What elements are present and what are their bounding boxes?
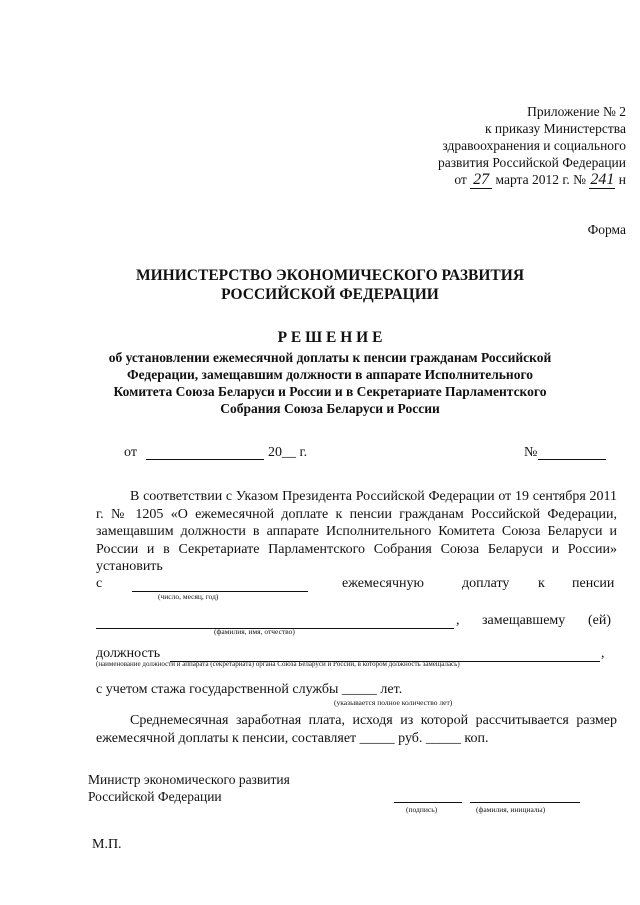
signature-name-blank [470, 801, 580, 803]
signature-title: Министр экономического развития [88, 772, 290, 787]
service-row [96, 681, 617, 699]
signature-block [88, 771, 388, 805]
date-year: 20__ г. [268, 445, 308, 460]
appendix-title: Приложение № 2 [527, 104, 626, 119]
ministry-line1: МИНИСТЕРСТВО ЭКОНОМИЧЕСКОГО РАЗВИТИЯ [135, 267, 525, 284]
monthly-word: ежемесячную [342, 576, 424, 591]
hint-date: (число, месяц, год) [158, 592, 219, 601]
supplement-word: доплату [462, 576, 510, 591]
position-comma: , [601, 646, 605, 661]
position-label: должность [96, 646, 161, 661]
service-prefix: с учетом стажа государственной службы [96, 682, 339, 697]
appendix-date-mid: марта 2012 г. № [495, 172, 587, 187]
date-row [124, 444, 614, 464]
decision-line1: об установлении ежемесячной доплаты к пенсии гражданам Российской [108, 350, 552, 365]
date-from-label: от [124, 445, 137, 460]
appendix-date-prefix: от [454, 172, 467, 187]
name-comma: , [456, 613, 460, 628]
appendix-date-suffix: н [618, 172, 626, 187]
appendix-block [326, 103, 626, 189]
name-row [96, 612, 617, 632]
appendix-date-day: 27 [470, 171, 492, 189]
hint-years: (указывается полное количество лет) [334, 698, 453, 707]
start-date-blank [132, 577, 308, 592]
signature-blank [394, 801, 462, 803]
decision-title: Р Е Ш Е Н И Е [277, 329, 383, 346]
signature-federation: Российской Федерации [88, 789, 222, 804]
hint-position: (наименование должности и аппарата (секретариата) органа Союза Беларуси и России, в котором должность замещалась) [96, 660, 460, 668]
service-suffix: лет. [380, 682, 403, 697]
ei-word: (ей) [588, 613, 612, 628]
decision-line2: Федерации, замещавшим должности в аппарате Исполнительного [126, 367, 534, 382]
form-label: Форма [587, 222, 626, 237]
decision-line3: Комитета Союза Беларуси и России и в Секретариате Парламентского [113, 384, 547, 399]
appendix-date [326, 171, 626, 189]
pension-word: пенсии [572, 576, 615, 591]
hint-signature-name: (фамилия, инициалы) [476, 805, 546, 814]
to-word: к [538, 576, 545, 591]
hint-signature: (подпись) [406, 805, 438, 814]
appendix-order-number: 241 [590, 171, 615, 188]
with-label: с [96, 576, 103, 591]
appendix-federation: развития Российской Федерации [437, 155, 626, 170]
ministry-line2: РОССИЙСКОЙ ФЕДЕРАЦИИ [221, 286, 439, 303]
decision-subject [40, 349, 620, 417]
body-paragraph-1: В соответствии с Указом Президента Российской Федерации от 19 сентября 2011 г. № 1205 «О ежемесячной доплате к пенсии гражданам Российской Федерации, замещавшим должности в аппарате Исполнительного Комитета Союза Беларуси и России и в Секретариате Парламентского Собрания Союза Беларуси и России» установить [96, 489, 617, 574]
held-word: замещавшему [482, 613, 566, 628]
ministry-header [40, 266, 620, 304]
appendix-order: к приказу Министерства [484, 121, 626, 136]
appendix-ministry: здравоохранения и социального [442, 138, 626, 153]
number-blank [538, 445, 606, 460]
date-blank [146, 445, 264, 460]
number-label: № [524, 445, 538, 460]
service-blank: _____ [341, 682, 377, 697]
body-paragraph-2: Среднемесячная заработная плата, исходя из которой рассчитывается размер ежемесячной доплаты к пенсии, составляет _____ руб. _____ коп. [96, 713, 617, 746]
hint-name: (фамилия, имя, отчество) [214, 627, 295, 636]
stamp-place: М.П. [92, 837, 122, 852]
decision-line4: Собрания Союза Беларуси и России [220, 401, 440, 416]
